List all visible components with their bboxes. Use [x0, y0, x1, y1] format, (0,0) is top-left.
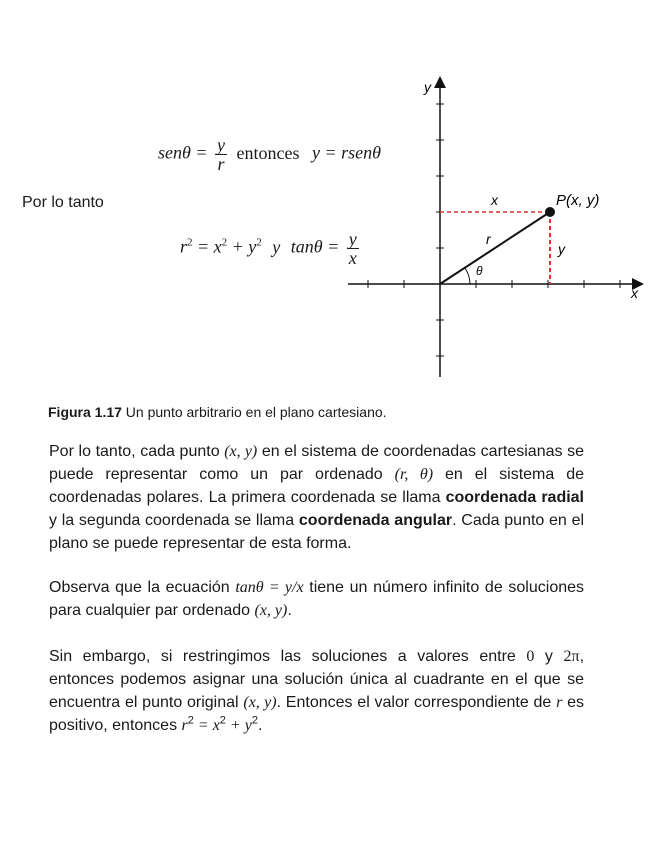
paragraph-2 — [49, 576, 584, 622]
p1-bold-radial: coordenada radial — [445, 489, 584, 506]
p1-bold-angular: coordenada angular — [298, 512, 453, 529]
p2-text-1: Observa que la ecuación — [49, 579, 236, 596]
eq1-num: y — [216, 135, 225, 155]
point-label: P(x, y) — [556, 192, 600, 209]
eq2-conj: y — [272, 236, 281, 257]
p3-math-y2: + y — [225, 717, 252, 734]
label-theta: θ — [476, 264, 483, 278]
eq2-r: r — [180, 236, 188, 257]
p3-text-6: . — [257, 717, 263, 734]
p3-text-4: . Entonces el valor correspondiente de — [276, 694, 557, 711]
axis-y-label: y — [424, 79, 431, 95]
p2-text-3: . — [287, 602, 292, 619]
p3-math-r: r — [556, 694, 563, 711]
p1-text-2: en el sistema de coordenadas cartesianas se puede representar como un par ordenado — [49, 443, 585, 483]
axis-x-label: x — [631, 285, 638, 301]
p3-math-r2: r — [181, 717, 188, 734]
p3-math-zero: 0 — [526, 648, 535, 665]
p2-math-tan: tanθ = y/x — [235, 579, 304, 596]
p2-math-xy: (x, y) — [254, 602, 288, 619]
caption-number: Figura 1.17 — [48, 404, 122, 420]
eq2-x: = x — [192, 236, 222, 257]
p1-text-5: . Cada punto en el plano se puede representar de esta forma. — [49, 512, 585, 552]
p3-text-5: es positivo, entonces — [49, 694, 585, 734]
polar-coordinate-diagram — [340, 72, 650, 382]
p3-math-2pi: 2π — [563, 648, 580, 665]
angle-arc — [465, 268, 470, 284]
p1-text-4: y la segunda coordenada se llama — [49, 512, 299, 529]
eq1-connector: entonces — [236, 142, 300, 163]
point-p — [545, 207, 555, 217]
p1-text-1: Por lo tanto, cada punto — [49, 443, 225, 460]
paragraph-1 — [49, 440, 584, 555]
p1-math-xy: (x, y) — [224, 443, 258, 460]
p1-text-3: en el sistema de coordenadas polares. La primera coordenada se llama — [49, 466, 585, 506]
eq2-den: x — [348, 248, 357, 268]
p3-text-3: , entonces podemos asignar una solución única al cuadrante en el que se encuentra el punto original — [49, 648, 585, 711]
equation-r2: $r^2 = x^2 + y^2$ y tanθ = $\frac{y}{x}$ — [180, 229, 357, 268]
caption-text: Un punto arbitrario en el plano cartesiano. — [121, 404, 387, 420]
figure-caption — [48, 404, 387, 420]
eq1-fraction — [215, 136, 227, 173]
paragraph-3: Sin embargo, si restringimos las soluciones a valores entre 0 y 2π, entonces podemos asignar una solución única al cuadrante en el que se encuentra el punto original (x, y). Entonces el valor correspondiente de r es positivo, entonces $r^2 = x^2 + y^2$. — [49, 648, 585, 734]
eq1-rhs: y = rsenθ — [311, 142, 381, 163]
label-r: r — [486, 231, 491, 247]
p3-math-x2: = x — [193, 717, 220, 734]
eq2-y: + y — [227, 236, 257, 257]
label-x-length: x — [491, 192, 498, 208]
radius-line — [440, 212, 550, 284]
left-label: Por lo tanto — [22, 194, 104, 211]
eq1-lhs: senθ = — [158, 142, 208, 163]
label-y-length: y — [558, 241, 565, 257]
p2-text-2: tiene un número infinito de soluciones para cualquier par ordenado — [49, 579, 585, 619]
p1-math-rtheta: (r, θ) — [394, 466, 434, 483]
eq1-den: r — [217, 154, 225, 174]
eq2-tan: tanθ = — [290, 236, 340, 257]
p3-text-2: y — [534, 648, 564, 665]
eq2-num: y — [348, 229, 357, 249]
p3-text-1: Sin embargo, si restringimos las soluciones a valores entre — [49, 648, 527, 665]
p3-math-xy: (x, y) — [243, 694, 277, 711]
